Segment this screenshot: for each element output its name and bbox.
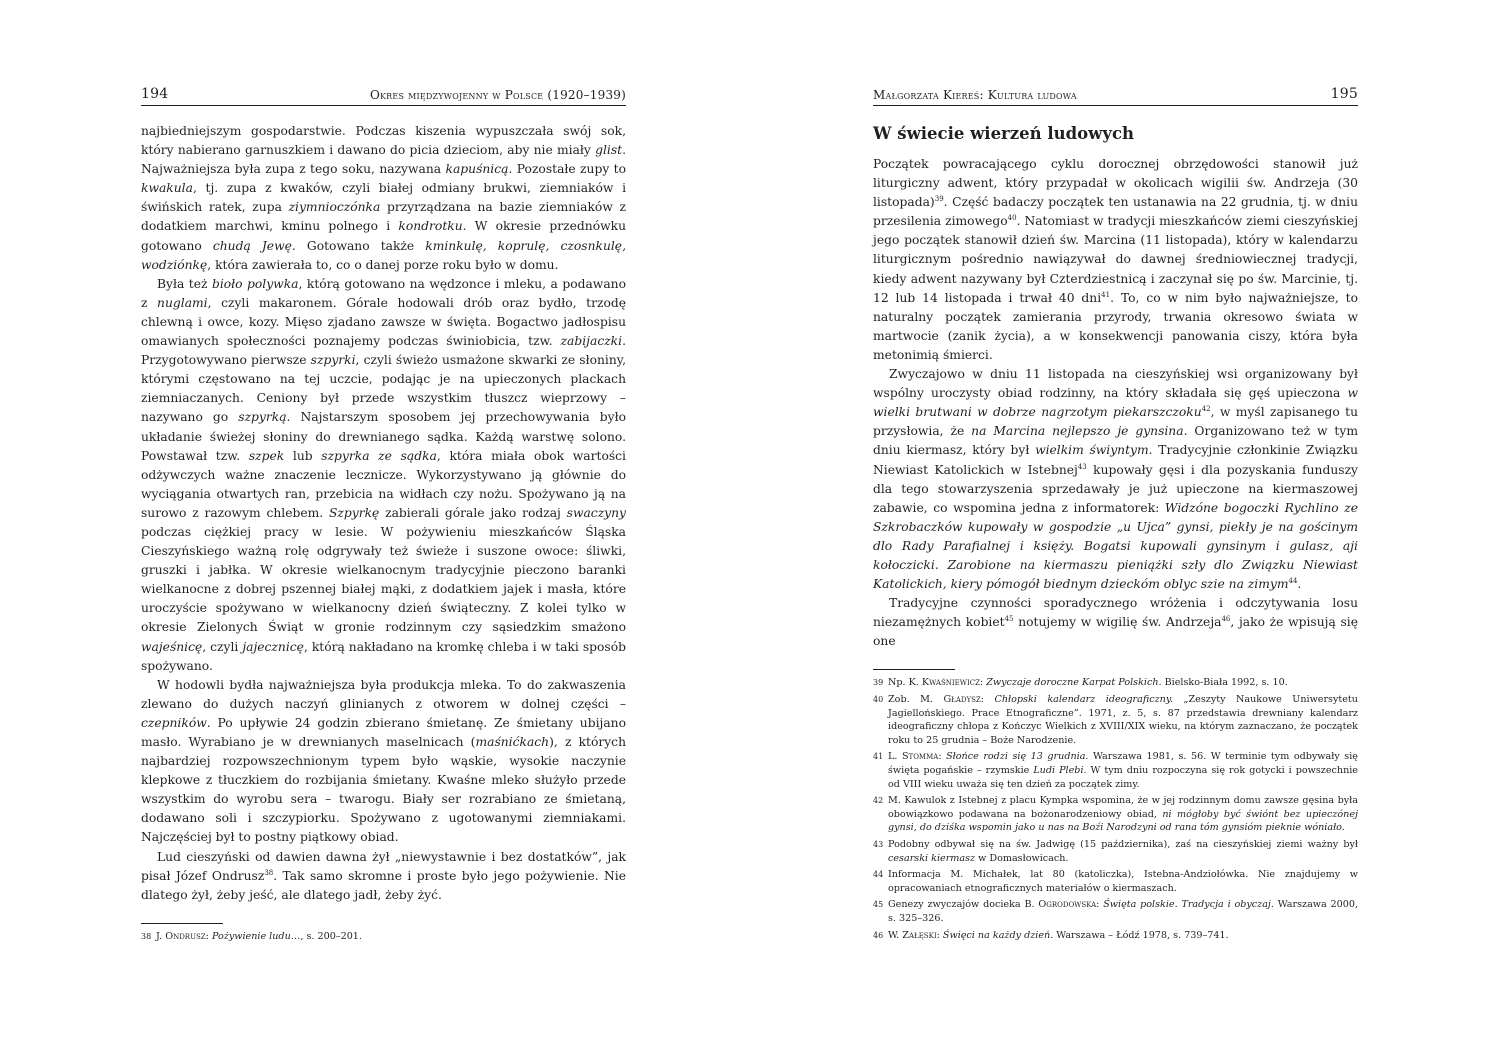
footnote [873, 693, 1358, 747]
footnote-text: M. Kawulok z Istebnej z placu Kympka wspomina, że w jej rodzinnym domu zawsze gęsina była obowiązkowo podawana na bożonarodzeniowy obiad, ni mógłoby być świónt bez upieczónej gynsi, do dziśka wspomin jako u nas na Boźi Narodzyni od rana tóm gynsióm pieknie wóniało. [888, 795, 1358, 834]
footnote-text: Informacja M. Michałek, lat 80 (katoliczka), Istebna-Andziołówka. Nie znajdujemy w opracowaniach etnograficznych materiałów o kiermaszach. [888, 869, 1358, 894]
footnote [141, 930, 626, 944]
right-page-number: 195 [1330, 86, 1358, 102]
footnote-number: 39 [873, 678, 884, 688]
left-running-title: Okres międzywojenny w Polsce (1920–1939) [369, 88, 626, 102]
footnote-text: Zob. M. Gładysz: Chłopski kalendarz ideograficzny. „Zeszyty Naukowe Uniwersytetu Jagiellońskiego. Prace Etnograficzne”. 1971, z. 5, s. 87 przedstawia drewniany kalendarz ideograficzny chłopa z Kończyc Wielkich z XVIII/XIX wieku, na którym zaznaczano, że początek roku to 25 grudnia – Boże Narodzenie. [888, 694, 1358, 746]
footnote-text: Podobny odbywał się na św. Jadwigę (15 października), zaś na cieszyńskiej ziemi ważny był cesarski kiermasz w Domasłowicach. [888, 838, 1358, 864]
footnote [873, 898, 1358, 925]
right-body-text [873, 155, 1358, 651]
footnote-number: 44 [873, 870, 884, 880]
footnote-separator [873, 669, 955, 670]
footnote [873, 794, 1358, 835]
footnote [873, 868, 1358, 895]
footnote [873, 929, 1358, 943]
footnote-number: 38 [141, 931, 152, 941]
paragraph: Zwyczajowo w dniu 11 listopada na cieszyńskiej wsi organizowany był wspólny uroczysty obiad rodzinny, na który składała się gęś upieczona w wielki brutwani w dobrze nagrzotym piekarszczoku$^{42}$, w myśl zapisanego tu przysłowia, że na Marcina nejlepszo je gynsina. Organizowano też w tym dniu kiermasz, który był wielkim świyntym. Tradycyjnie członkinie Związku Niewiast Katolickich w Istebnej$^{43}$ kupowały gęsi i dla pozyskania funduszy dla tego stowarzyszenia sprzedawały je już upieczone na kiermaszowej zabawie, co wspomina jedna z informatorek: Widzóne bogoczki Rychlino ze Szkrobaczków kupowały w gospodzie „u Ujca” gynsi, piekły je na gościnym dlo Rady Parafialnej i księży. Bogatsi kupowali gynsinym i gulasz, aji kołoczicki. Zarobione na kiermaszu pieniążki szły dlo Związku Niewiast Katolickich, kiery pómogół biednym dzieckóm oblyc szie na zimym$^{44}$. [873, 367, 1359, 592]
left-footnotes [141, 930, 626, 944]
footnote-separator [141, 923, 223, 924]
left-page-number: 194 [141, 86, 169, 102]
paragraph: W hodowli bydła najważniejsza była produkcja mleka. To do zakwaszenia zlewano do dużych naczyń glinianych z otworem w dolnej części – czepników. Po upływie 24 godzin zbierano śmietanę. Ze śmietany ubijano masło. Wyrabiano je w drewnianych maselnicach (maśnićkach), z których najbardziej rozpowszechnionym typem było wąskie, wysokie naczynie klepkowe z tłuczkiem do rozbijania śmietany. Kwaśne mleko służyło przede wszystkim do wyrobu sera – twarogu. Biały ser rozrabiano ze śmietaną, dodawano soli i szczypiorku. Spożywano z ugotowanymi ziemniakami. Najczęściej był to postny piątkowy obiad. [141, 677, 626, 845]
footnote [873, 750, 1358, 791]
paragraph: Lud cieszyński od dawien dawna żył „niewystawnie i bez dostatków”, jak pisał Józef Ondrusz$^{38}$. Tak samo skromne i proste było jego pożywienie. Nie dlatego żył, żeby jeść, ale dlatego jadł, żeby żyć. [141, 849, 626, 902]
footnote-number: 46 [873, 930, 884, 940]
paragraph: Była też bioło polywka, którą gotowano na wędzonce i mleku, a podawano z nuglami, czyli makaronem. Górale hodowali drób oraz bydło, trzodę chlewną i owce, kozy. Mięso zjadano zawsze w święta. Bogactwo jadłospisu omawianych społeczności poznajemy podczas świniobicia, tzw. zabijaczki. Przygotowywano pierwsze szpyrki, czyli świeżo usmażone skwarki ze słoniny, którymi częstowano na tej uczcie, podając je na upieczonych plackach ziemniaczanych. Ceniony był przede wszystkim tłuszcz wieprzowy – nazywano go szpyrką. Najstarszym sposobem jej przechowywania było układanie świeżej słoniny do drewnianego sądka. Każdą warstwę solono. Powstawał tzw. szpek lub szpyrka ze sądka, która miała obok wartości odżywczych ważne znaczenie lecznicze. Wykorzystywano ją głównie do wyciągania otwartych ran, przebicia na widłach czy nożu. Spożywano ją na surowo z razowym chlebem. Szpyrkę zabierali górale jako rodzaj swaczyny podczas ciężkiej pracy w lesie. W pożywieniu mieszkańców Śląska Cieszyńskiego ważną rolę odgrywały też świeże i suszone owoce: śliwki, gruszki i jabłka. W okresie wielkanocnym tradycyjnie pieczono baranki wielkanocne z dobrej pszennej białej mąki, z dodatkiem jajek i masła, które uroczyście spożywano w wielkanocny dzień świąteczny. Z kolei tylko w okresie Zielonych Świąt w gronie rodzinnym czy sąsiedzkim smażono wajeśnicę, czyli jajecznicę, którą nakładano na kromkę chleba i w taki sposób spożywano. [141, 276, 626, 673]
right-page [873, 84, 1358, 945]
footnote-number: 40 [873, 695, 884, 705]
footnote-number: 45 [873, 900, 884, 910]
right-footnotes [873, 676, 1358, 942]
paragraph: najbiedniejszym gospodarstwie. Podczas kiszenia wypuszczała swój sok, który nabierano garnuszkiem i dawano do picia dzieciom, aby nie miały glist. Najważniejsza była zupa z tego soku, nazywana kapuśnicą. Pozostałe zupy to kwakula, tj. zupa z kwaków, czyli białej odmiany brukwi, ziemniaków i świńskich ratek, zupa ziymnioczónka przyrządzana na bazie ziemniaków z dodatkiem marchwi, kminu polnego i kondrotku. W okresie przednówku gotowano chudą Jewę. Gotowano także kminkulę, koprulę, czosnkulę, wodziónkę, która zawierała to, co o danej porze roku było w domu. [141, 124, 627, 272]
footnote-text: Genezy zwyczajów docieka B. Ogrodowska: Święta polskie. Tradycja i obyczaj. Warszawa 2000, s. 325–326. [888, 899, 1358, 924]
footnote-number: 43 [873, 839, 884, 849]
footnote-text: Np. K. Kwaśniewicz: Zwyczaje doroczne Karpat Polskich. Bielsko-Biała 1992, s. 10. [888, 677, 1288, 689]
paragraph: Tradycyjne czynności sporadycznego wróżenia i odczytywania losu niezamężnych kobiet$^{45}$ notujemy w wigilię św. Andrzeja$^{46}$, jako że wpisują się one [873, 596, 1358, 649]
right-running-head [873, 84, 1358, 106]
footnote [873, 676, 1358, 690]
paragraph: Początek powracającego cyklu dorocznej obrzędowości stanowił już liturgiczny adwent, który przypadał w okolicach wigilii św. Andrzeja (30 listopada)$^{39}$. Część badaczy początek ten ustanawia na 22 grudnia, tj. w dniu przesilenia zimowego$^{40}$. Natomiast w tradycji mieszkańców ziemi cieszyńskiej jego początek stanowił dzień św. Marcina (11 listopada), który w kalendarzu liturgicznym pośrednio nawiązywał do dawnej średniowiecznej tradycji, kiedy adwent nazywany był Czterdziestnicą i zaczynał się po św. Marcinie, tj. 12 lub 14 listopada i trwał 40 dni$^{41}$. To, co w nim było najważniejsze, to naturalny początek zamierania przyrody, trwania okresowo świata w martwocie (zanik życia), a w konsekwencji panowania ciszy, która była metonimią śmierci. [873, 157, 1359, 362]
section-heading: W świecie wierzeń ludowych [873, 124, 1135, 143]
footnote-text: L. Stomma: Słońce rodzi się 13 grudnia. Warszawa 1981, s. 56. W terminie tym odbywały się święta pogańskie – rzymskie Ludi Plebi. W tym dniu rozpoczyna się rok gotycki i powszechnie od VIII wieku uważa się ten dzień za początek zimy. [888, 751, 1358, 790]
footnote-number: 42 [873, 796, 884, 806]
left-body-text [141, 122, 626, 905]
footnote-number: 41 [873, 752, 884, 762]
footnote-text: J. Ondrusz: Pożywienie ludu…, s. 200–201. [156, 930, 362, 942]
footnote [873, 838, 1358, 865]
left-page [141, 84, 626, 946]
left-running-head [141, 84, 626, 106]
right-running-title: Małgorzata Kiereś: Kultura ludowa [873, 88, 1077, 102]
footnote-text: W. Załęski: Święci na każdy dzień. Warszawa – Łódź 1978, s. 739–741. [888, 929, 1229, 941]
